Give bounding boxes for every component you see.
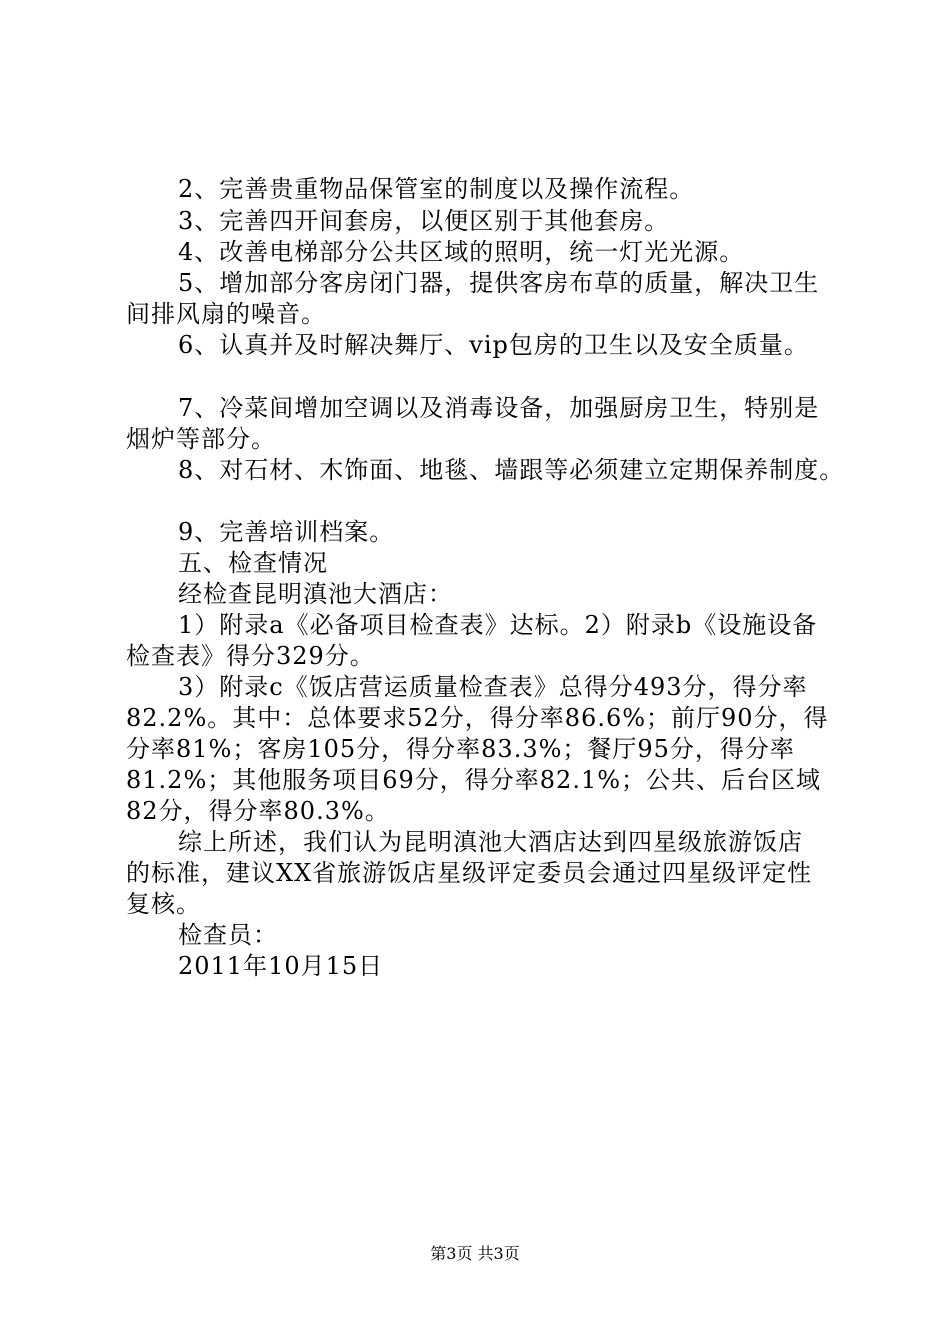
text-line: 82.2%。其中：总体要求52分，得分率86.6%；前厅90分，得: [126, 704, 829, 732]
text-line: 复核。: [126, 890, 201, 918]
text-line: 综上所述，我们认为昆明滇池大酒店达到四星级旅游饭店: [178, 828, 803, 856]
page-footer: 第3页 共3页: [430, 1244, 520, 1263]
inspector-label: 检查员：: [178, 921, 278, 949]
text-line: 81.2%；其他服务项目69分，得分率82.1%；公共、后台区域: [126, 766, 822, 794]
text-line: 检查表》得分329分。: [126, 642, 375, 670]
text-line: 6、认真并及时解决舞厅、vip包房的卫生以及安全质量。: [178, 331, 809, 359]
text-line: 3）附录c《饭店营运质量检查表》总得分493分，得分率: [178, 673, 808, 701]
text-line: 1）附录a《必备项目检查表》达标。2）附录b《设施设备: [178, 611, 818, 639]
text-line: 3、完善四开间套房，以便区别于其他套房。: [178, 207, 670, 235]
text-line: 9、完善培训档案。: [178, 518, 395, 546]
text-line: 的标准，建议XX省旅游饭店星级评定委员会通过四星级评定性: [126, 859, 813, 887]
text-line: 分率81%；客房105分，得分率83.3%；餐厅95分，得分率: [126, 735, 795, 763]
text-line: 82分，得分率80.3%。: [126, 797, 390, 825]
text-line: 7、冷菜间增加空调以及消毒设备，加强厨房卫生，特别是: [178, 394, 820, 422]
text-line: 5、增加部分客房闭门器，提供客房布草的质量，解决卫生: [178, 269, 820, 297]
date-line: 2011年10月15日: [178, 952, 384, 980]
text-line: 8、对石材、木饰面、地毯、墙跟等必须建立定期保养制度。: [178, 456, 845, 484]
text-line: 烟炉等部分。: [126, 425, 276, 453]
text-line: 4、改善电梯部分公共区域的照明，统一灯光光源。: [178, 238, 745, 266]
section-heading: 五、检查情况: [178, 549, 328, 577]
text-line: 2、完善贵重物品保管室的制度以及操作流程。: [178, 175, 695, 203]
text-line: 间排风扇的噪音。: [126, 300, 326, 328]
text-line: 经检查昆明滇池大酒店：: [178, 580, 453, 608]
